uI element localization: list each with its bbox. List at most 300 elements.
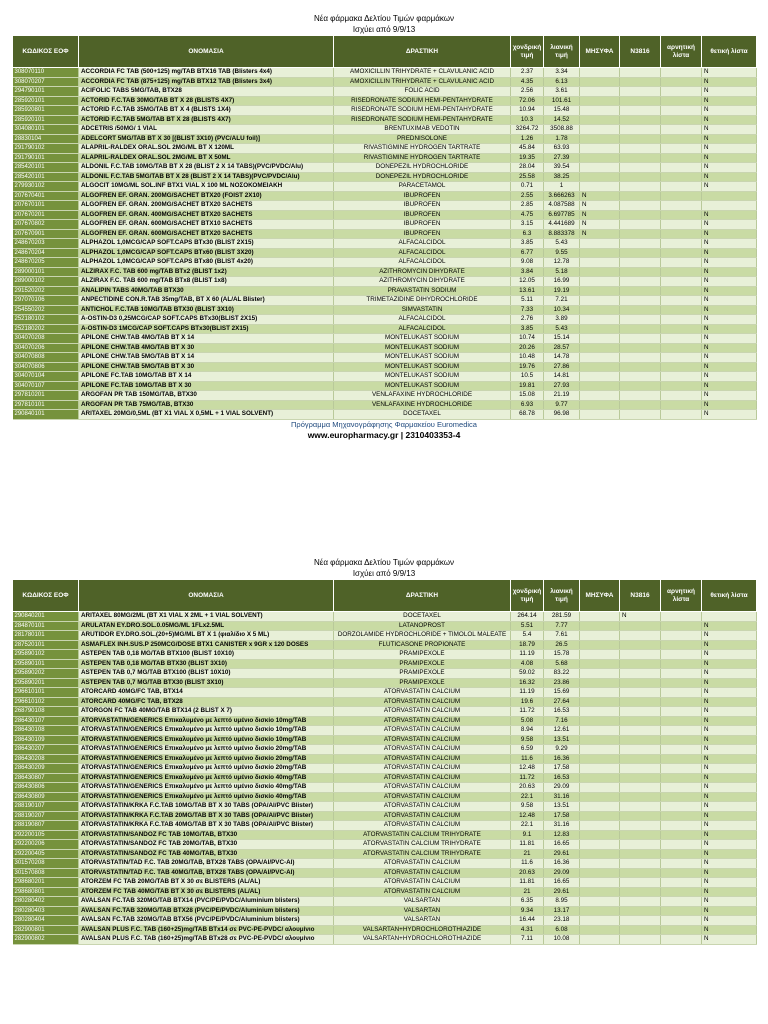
table-row xyxy=(13,631,757,641)
cell-positive-list: N xyxy=(702,125,757,135)
cell-substance: ATORVASTATIN CALCIUM xyxy=(334,726,511,736)
header-name: ΟΝΟΜΑΣΙΑ xyxy=(79,580,334,612)
cell-substance: DOCETAXEL xyxy=(334,612,511,622)
cell-n3816 xyxy=(620,163,661,173)
cell-positive-list: N xyxy=(702,220,757,230)
table-row xyxy=(13,172,757,182)
cell-misyfa xyxy=(580,726,620,736)
cell-code: 290840201 xyxy=(13,612,79,622)
cell-wholesale-price: 21 xyxy=(511,849,544,859)
cell-negative-list xyxy=(661,802,702,812)
cell-retail-price: 8.95 xyxy=(544,897,580,907)
cell-substance: DONEPEZIL HYDROCHLORIDE xyxy=(334,163,511,173)
cell-code: 252180202 xyxy=(13,324,79,334)
cell-negative-list xyxy=(661,840,702,850)
table-row xyxy=(13,296,757,306)
cell-code: 289000102 xyxy=(13,277,79,287)
cell-negative-list xyxy=(661,229,702,239)
cell-positive-list xyxy=(702,201,757,211)
header-wholesale-price: χονδρική τιμή xyxy=(511,580,544,612)
cell-n3816 xyxy=(620,191,661,201)
cell-wholesale-price: 6.93 xyxy=(511,400,544,410)
cell-retail-price: 9.55 xyxy=(544,248,580,258)
cell-n3816 xyxy=(620,400,661,410)
table-row xyxy=(13,163,757,173)
cell-positive-list: N xyxy=(702,153,757,163)
cell-n3816 xyxy=(620,182,661,192)
cell-substance: PRAVASTATIN SODIUM xyxy=(334,286,511,296)
cell-n3816 xyxy=(620,764,661,774)
cell-retail-price: 3.89 xyxy=(544,315,580,325)
cell-code: 304070206 xyxy=(13,343,79,353)
cell-code: 207670901 xyxy=(13,229,79,239)
cell-positive-list: N xyxy=(702,343,757,353)
cell-negative-list xyxy=(661,878,702,888)
cell-retail-price: 19.19 xyxy=(544,286,580,296)
cell-wholesale-price: 7.33 xyxy=(511,305,544,315)
cell-negative-list xyxy=(661,115,702,125)
cell-name: ASTEPEN TAB 0,18 MG/TAB BTX30 (BLIST 3X10) xyxy=(79,659,334,669)
cell-name: ARGOFAN PR TAB 75MG/TAB, BTX30 xyxy=(79,400,334,410)
cell-n3816 xyxy=(620,229,661,239)
cell-positive-list: N xyxy=(702,906,757,916)
cell-substance: FLUTICASONE PROPIONATE xyxy=(334,640,511,650)
cell-misyfa xyxy=(580,305,620,315)
cell-name: ALGOFREN EF. GRAN. 200MG/SACHET BTX20 SACHETS xyxy=(79,201,334,211)
cell-n3816 xyxy=(620,745,661,755)
cell-code: 286430208 xyxy=(13,754,79,764)
cell-substance: DORZOLAMIDE HYDROCHLORIDE + TIMOLOL MALEATE xyxy=(334,631,511,641)
cell-misyfa xyxy=(580,650,620,660)
cell-name: ATORVASTATIN/SANDOZ FC TAB 40MG/TAB, BTX30 xyxy=(79,849,334,859)
cell-wholesale-price: 9.58 xyxy=(511,802,544,812)
cell-misyfa xyxy=(580,697,620,707)
cell-name: ALAPRIL-RALDEX ORAL.SOL 2MG/ML BT X 50ML xyxy=(79,153,334,163)
cell-substance: MONTELUKAST SODIUM xyxy=(334,381,511,391)
cell-wholesale-price: 19.76 xyxy=(511,362,544,372)
header-code: ΚΩΔΙΚΟΣ ΕΟΦ xyxy=(13,36,79,68)
cell-negative-list xyxy=(661,362,702,372)
table-row xyxy=(13,362,757,372)
cell-n3816 xyxy=(620,153,661,163)
cell-n3816 xyxy=(620,210,661,220)
cell-code: 286430108 xyxy=(13,726,79,736)
cell-name: ATORVASTATIN/GENERICS Επικαλυμένο με λεπτό υμένιο δισκίο 10mg/TAB xyxy=(79,726,334,736)
table-row xyxy=(13,191,757,201)
cell-positive-list: N xyxy=(702,840,757,850)
cell-misyfa xyxy=(580,707,620,717)
cell-retail-price: 14.81 xyxy=(544,372,580,382)
cell-wholesale-price: 4.31 xyxy=(511,925,544,935)
cell-wholesale-price: 10.74 xyxy=(511,334,544,344)
cell-wholesale-price: 3.85 xyxy=(511,324,544,334)
table-row xyxy=(13,258,757,268)
cell-n3816: N xyxy=(620,612,661,622)
cell-n3816 xyxy=(620,267,661,277)
cell-wholesale-price: 13.61 xyxy=(511,286,544,296)
cell-name: ATORVASTATIN/GENERICS Επικαλυμένο με λεπτό υμένιο δισκίο 10mg/TAB xyxy=(79,716,334,726)
cell-retail-price: 12.78 xyxy=(544,258,580,268)
cell-code: 290840101 xyxy=(13,410,79,420)
page-subtitle: Ισχύει από 9/9/13 xyxy=(352,569,416,578)
cell-n3816 xyxy=(620,697,661,707)
table-row xyxy=(13,315,757,325)
cell-negative-list xyxy=(661,773,702,783)
table-row xyxy=(13,716,757,726)
cell-code: 207670401 xyxy=(13,191,79,201)
cell-negative-list xyxy=(661,163,702,173)
cell-code: 297070106 xyxy=(13,296,79,306)
cell-positive-list: N xyxy=(702,697,757,707)
cell-retail-price: 39.54 xyxy=(544,163,580,173)
cell-substance: IBUPROFEN xyxy=(334,220,511,230)
cell-substance: VENLAFAXINE HYDROCHLORIDE xyxy=(334,400,511,410)
cell-name: ANALIPIN TABS 40MG/TAB BTX30 xyxy=(79,286,334,296)
table-row xyxy=(13,612,757,622)
cell-n3816 xyxy=(620,859,661,869)
cell-wholesale-price: 6.3 xyxy=(511,229,544,239)
cell-positive-list: N xyxy=(702,849,757,859)
cell-substance: ATORVASTATIN CALCIUM TRIHYDRATE xyxy=(334,830,511,840)
cell-retail-price: 3.666263 xyxy=(544,191,580,201)
cell-n3816 xyxy=(620,688,661,698)
cell-n3816 xyxy=(620,802,661,812)
cell-code: 280280404 xyxy=(13,916,79,926)
cell-misyfa xyxy=(580,134,620,144)
cell-code: 286430806 xyxy=(13,783,79,793)
cell-negative-list xyxy=(661,640,702,650)
cell-positive-list: N xyxy=(702,678,757,688)
cell-name: ATORVASTATIN/SANDOZ FC TAB 20MG/TAB, BTX30 xyxy=(79,840,334,850)
cell-n3816 xyxy=(620,77,661,87)
table-row xyxy=(13,849,757,859)
cell-wholesale-price: 2.76 xyxy=(511,315,544,325)
cell-name: APILONE CHW.TAB 4MG/TAB BT X 14 xyxy=(79,334,334,344)
cell-wholesale-price: 25.58 xyxy=(511,172,544,182)
cell-n3816 xyxy=(620,678,661,688)
cell-misyfa xyxy=(580,286,620,296)
cell-n3816 xyxy=(620,830,661,840)
cell-misyfa xyxy=(580,659,620,669)
cell-substance: ATORVASTATIN CALCIUM xyxy=(334,887,511,897)
cell-name: ATORVASTATIN/GENERICS Επικαλυμένο με λεπτό υμένιο δισκίο 10mg/TAB xyxy=(79,735,334,745)
header-substance: ΔΡΑΣΤΙΚΗ xyxy=(334,36,511,68)
table-row xyxy=(13,267,757,277)
cell-positive-list: N xyxy=(702,659,757,669)
cell-name: ATORVASTATIN/SANDOZ FC TAB 10MG/TAB, BTX30 xyxy=(79,830,334,840)
cell-positive-list: N xyxy=(702,296,757,306)
cell-substance: ALFACALCIDOL xyxy=(334,239,511,249)
table-row xyxy=(13,821,757,831)
cell-substance: ALFACALCIDOL xyxy=(334,258,511,268)
cell-name: AVALSAN FC.TAB 320MG/TAB BTX28 (PVC/PE/PVDC/Aluminium blisters) xyxy=(79,906,334,916)
cell-misyfa xyxy=(580,887,620,897)
cell-retail-price: 16.36 xyxy=(544,859,580,869)
cell-positive-list: N xyxy=(702,410,757,420)
cell-substance: ATORVASTATIN CALCIUM xyxy=(334,707,511,717)
cell-name: ANTICHOL F.C.TAB 10MG/TAB BTX30 (BLIST 3X10) xyxy=(79,305,334,315)
cell-substance: PRAMIPEXOLE xyxy=(334,678,511,688)
cell-name: ANPECTIDINE CON.R.TAB 35mg/TAB, BT X 60 (AL/AL Blister) xyxy=(79,296,334,306)
cell-substance: LATANOPROST xyxy=(334,621,511,631)
cell-misyfa xyxy=(580,96,620,106)
cell-wholesale-price: 15.08 xyxy=(511,391,544,401)
table-row xyxy=(13,210,757,220)
cell-substance: ATORVASTATIN CALCIUM xyxy=(334,878,511,888)
cell-misyfa xyxy=(580,106,620,116)
cell-negative-list xyxy=(661,172,702,182)
cell-wholesale-price: 22.1 xyxy=(511,821,544,831)
table-row xyxy=(13,916,757,926)
cell-misyfa xyxy=(580,182,620,192)
cell-retail-price: 6.08 xyxy=(544,925,580,935)
cell-n3816 xyxy=(620,783,661,793)
cell-misyfa xyxy=(580,678,620,688)
cell-substance: AZITHROMYCIN DIHYDRATE xyxy=(334,267,511,277)
cell-retail-price: 14.52 xyxy=(544,115,580,125)
cell-n3816 xyxy=(620,315,661,325)
footer-website-link[interactable]: www.europharmacy.gr | 2310403353-4 xyxy=(307,429,461,440)
cell-code: 288190207 xyxy=(13,811,79,821)
cell-positive-list: N xyxy=(702,381,757,391)
cell-misyfa xyxy=(580,631,620,641)
cell-code: 284870101 xyxy=(13,621,79,631)
cell-misyfa xyxy=(580,878,620,888)
cell-code: 291790101 xyxy=(13,153,79,163)
cell-name: ARGOFAN PR TAB 150MG/TAB, BTX30 xyxy=(79,391,334,401)
cell-positive-list: N xyxy=(702,315,757,325)
cell-n3816 xyxy=(620,115,661,125)
cell-code: 285920801 xyxy=(13,106,79,116)
cell-wholesale-price: 12.05 xyxy=(511,277,544,287)
cell-substance: RISEDRONATE SODIUM HEMI-PENTAHYDRATE xyxy=(334,106,511,116)
table-row xyxy=(13,372,757,382)
cell-retail-price: 8.883378 xyxy=(544,229,580,239)
cell-wholesale-price: 20.63 xyxy=(511,868,544,878)
cell-substance: MONTELUKAST SODIUM xyxy=(334,343,511,353)
cell-code: 285420101 xyxy=(13,163,79,173)
cell-misyfa xyxy=(580,239,620,249)
cell-code: 308070207 xyxy=(13,77,79,87)
cell-retail-price: 16.53 xyxy=(544,773,580,783)
cell-n3816 xyxy=(620,631,661,641)
cell-negative-list xyxy=(661,182,702,192)
cell-code: 286430209 xyxy=(13,764,79,774)
cell-code: 292200206 xyxy=(13,840,79,850)
cell-n3816 xyxy=(620,239,661,249)
cell-retail-price: 29.09 xyxy=(544,868,580,878)
cell-code: 248670205 xyxy=(13,258,79,268)
cell-name: AVALSAN PLUS F.C. TAB (160+25)mg/TAB BTx14 σε PVC-PE-PVDC/ αλουμίνιο xyxy=(79,925,334,935)
cell-retail-price: 12.83 xyxy=(544,830,580,840)
table-row xyxy=(13,745,757,755)
cell-negative-list xyxy=(661,745,702,755)
cell-wholesale-price: 5.11 xyxy=(511,296,544,306)
cell-wholesale-price: 20.26 xyxy=(511,343,544,353)
cell-wholesale-price: 10.48 xyxy=(511,353,544,363)
cell-name: AVALSAN FC.TAB 320MG/TAB BTX14 (PVC/PE/PVDC/Aluminium blisters) xyxy=(79,897,334,907)
cell-negative-list xyxy=(661,783,702,793)
table-header-row xyxy=(13,580,757,612)
cell-negative-list xyxy=(661,821,702,831)
cell-name: ATORVASTATIN/GENERICS Επικαλυμένο με λεπτό υμένιο δισκίο 40mg/TAB xyxy=(79,792,334,802)
cell-misyfa xyxy=(580,334,620,344)
cell-negative-list xyxy=(661,792,702,802)
cell-positive-list: N xyxy=(702,631,757,641)
cell-negative-list xyxy=(661,707,702,717)
cell-negative-list xyxy=(661,925,702,935)
cell-name: APILONE FC.TAB 10MG/TAB BT X 14 xyxy=(79,372,334,382)
cell-misyfa xyxy=(580,391,620,401)
cell-positive-list xyxy=(702,612,757,622)
cell-n3816 xyxy=(620,134,661,144)
cell-name: ARITAXEL 80MG/2ML (BT X1 VIAL X 2ML + 1 VIAL SOLVENT) xyxy=(79,612,334,622)
cell-positive-list: N xyxy=(702,87,757,97)
price-table xyxy=(12,579,757,945)
cell-negative-list xyxy=(661,134,702,144)
cell-n3816 xyxy=(620,821,661,831)
cell-negative-list xyxy=(661,125,702,135)
cell-misyfa xyxy=(580,783,620,793)
page-title: Νέα φάρμακα Δελτίου Τιμών φαρμάκων xyxy=(313,14,455,23)
cell-name: ALGOFREN EF. GRAN. 600MG/SACHET BTX10 SACHETS xyxy=(79,220,334,230)
cell-substance: SIMVASTATIN xyxy=(334,305,511,315)
cell-misyfa: N xyxy=(580,210,620,220)
cell-retail-price: 26.5 xyxy=(544,640,580,650)
cell-name: APILONE CHW.TAB 5MG/TAB BT X 30 xyxy=(79,362,334,372)
cell-misyfa: N xyxy=(580,191,620,201)
table-row xyxy=(13,783,757,793)
cell-name: ASMAFLEX INH.SUS.P 250MCG/DOSE BTX1 CANISTER x 9GR x 120 DOSES xyxy=(79,640,334,650)
cell-code: 295890102 xyxy=(13,650,79,660)
cell-n3816 xyxy=(620,125,661,135)
cell-positive-list: N xyxy=(702,163,757,173)
cell-wholesale-price: 3.15 xyxy=(511,220,544,230)
table-row xyxy=(13,96,757,106)
cell-positive-list: N xyxy=(702,182,757,192)
cell-substance: AZITHROMYCIN DIHYDRATE xyxy=(334,277,511,287)
table-row xyxy=(13,868,757,878)
cell-misyfa xyxy=(580,277,620,287)
cell-positive-list: N xyxy=(702,362,757,372)
cell-wholesale-price: 11.72 xyxy=(511,707,544,717)
cell-substance: ALFACALCIDOL xyxy=(334,324,511,334)
cell-negative-list xyxy=(661,334,702,344)
table-row xyxy=(13,621,757,631)
cell-wholesale-price: 5.4 xyxy=(511,631,544,641)
cell-negative-list xyxy=(661,258,702,268)
cell-name: ATORCARD 40MG/FC TAB, BTX28 xyxy=(79,697,334,707)
cell-substance: ATORVASTATIN CALCIUM xyxy=(334,697,511,707)
cell-wholesale-price: 12.48 xyxy=(511,811,544,821)
table-row xyxy=(13,220,757,230)
cell-substance: ATORVASTATIN CALCIUM TRIHYDRATE xyxy=(334,840,511,850)
table-row xyxy=(13,659,757,669)
cell-n3816 xyxy=(620,410,661,420)
table-row xyxy=(13,201,757,211)
cell-retail-price: 38.25 xyxy=(544,172,580,182)
cell-code: 28830104 xyxy=(13,134,79,144)
table-row xyxy=(13,935,757,945)
cell-positive-list: N xyxy=(702,239,757,249)
cell-positive-list: N xyxy=(702,134,757,144)
cell-wholesale-price: 16.44 xyxy=(511,916,544,926)
cell-wholesale-price: 11.19 xyxy=(511,688,544,698)
cell-negative-list xyxy=(661,153,702,163)
cell-negative-list xyxy=(661,77,702,87)
table-row xyxy=(13,688,757,698)
cell-code: 280280402 xyxy=(13,897,79,907)
cell-retail-price: 7.77 xyxy=(544,621,580,631)
cell-n3816 xyxy=(620,726,661,736)
cell-substance: PRAMIPEXOLE xyxy=(334,650,511,660)
header-misyfa: ΜΗΣΥΦΑ xyxy=(580,36,620,68)
cell-name: ATORVASTATIN/GENERICS Επικαλυμένο με λεπτό υμένιο δισκίο 20mg/TAB xyxy=(79,745,334,755)
cell-n3816 xyxy=(620,305,661,315)
cell-n3816 xyxy=(620,277,661,287)
page-subtitle: Ισχύει από 9/9/13 xyxy=(352,25,416,34)
cell-wholesale-price: 9.08 xyxy=(511,258,544,268)
cell-n3816 xyxy=(620,106,661,116)
cell-positive-list: N xyxy=(702,96,757,106)
cell-positive-list: N xyxy=(702,754,757,764)
cell-substance: BRENTUXIMAB VEDOTIN xyxy=(334,125,511,135)
cell-negative-list xyxy=(661,811,702,821)
cell-misyfa xyxy=(580,640,620,650)
cell-n3816 xyxy=(620,849,661,859)
table-row xyxy=(13,697,757,707)
cell-name: ACCORDIA FC TAB (875+125) mg/TAB BTX12 TAB (Blisters 3x4) xyxy=(79,77,334,87)
cell-wholesale-price: 45.84 xyxy=(511,144,544,154)
cell-retail-price: 7.61 xyxy=(544,631,580,641)
cell-substance: VALSARTAN xyxy=(334,906,511,916)
cell-code: 286430207 xyxy=(13,745,79,755)
header-negative-list: αρνητική λίστα xyxy=(661,580,702,612)
cell-misyfa xyxy=(580,144,620,154)
cell-positive-list: N xyxy=(702,859,757,869)
cell-misyfa xyxy=(580,324,620,334)
cell-negative-list xyxy=(661,906,702,916)
cell-misyfa xyxy=(580,773,620,783)
cell-name: A-OSTIN-D3 1MCG/CAP SOFT.CAPS BTx30(BLIST 2X15) xyxy=(79,324,334,334)
cell-name: APILONE FC.TAB 10MG/TAB BT X 30 xyxy=(79,381,334,391)
cell-positive-list: N xyxy=(702,707,757,717)
cell-retail-price: 13.17 xyxy=(544,906,580,916)
cell-retail-price: 1 xyxy=(544,182,580,192)
table-row xyxy=(13,68,757,78)
cell-retail-price: 7.16 xyxy=(544,716,580,726)
cell-negative-list xyxy=(661,688,702,698)
table-row xyxy=(13,764,757,774)
cell-positive-list: N xyxy=(702,821,757,831)
cell-n3816 xyxy=(620,353,661,363)
cell-negative-list xyxy=(661,106,702,116)
table-row xyxy=(13,906,757,916)
cell-misyfa xyxy=(580,87,620,97)
table-row xyxy=(13,840,757,850)
cell-code: 207670101 xyxy=(13,201,79,211)
table-row xyxy=(13,754,757,764)
cell-wholesale-price: 5.51 xyxy=(511,621,544,631)
cell-n3816 xyxy=(620,144,661,154)
cell-negative-list xyxy=(661,277,702,287)
header-n3816: N3816 xyxy=(620,36,661,68)
cell-n3816 xyxy=(620,621,661,631)
cell-n3816 xyxy=(620,707,661,717)
table-row xyxy=(13,773,757,783)
cell-positive-list: N xyxy=(702,650,757,660)
cell-retail-price: 101.61 xyxy=(544,96,580,106)
